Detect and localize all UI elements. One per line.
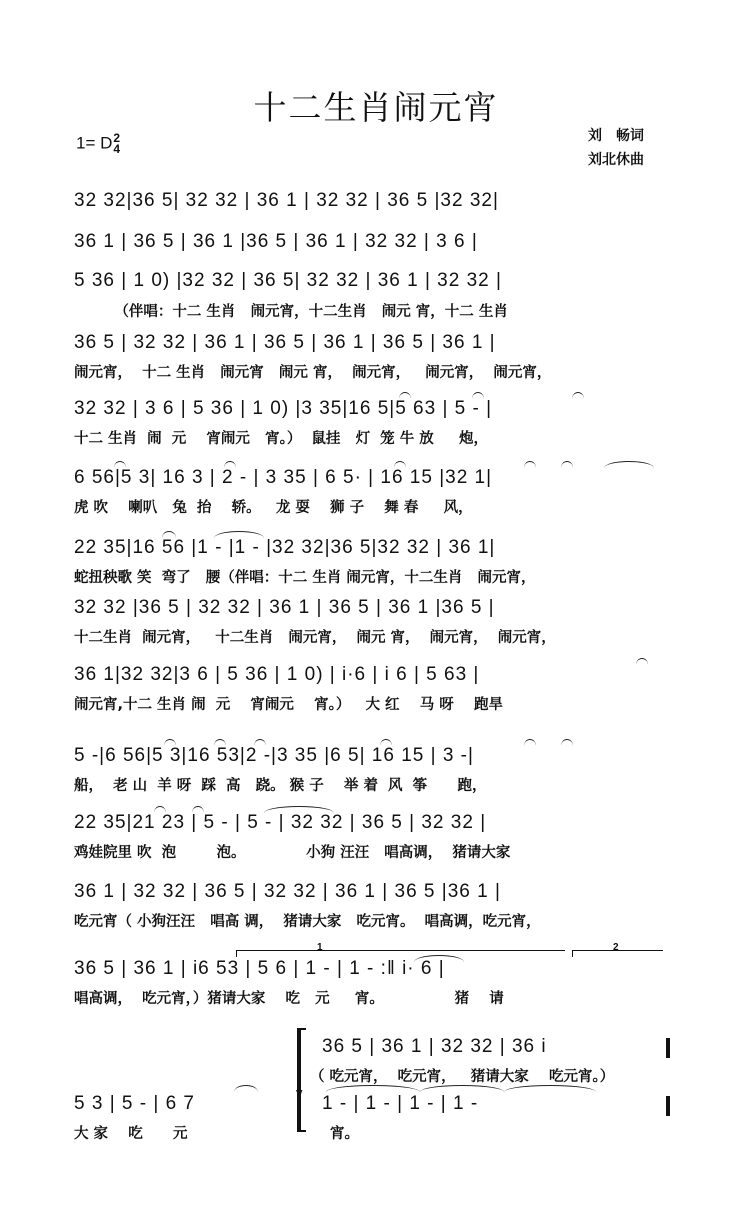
slur — [414, 955, 464, 962]
key-signature — [76, 133, 120, 155]
slur — [192, 806, 204, 813]
time-denominator: 4 — [113, 142, 121, 156]
slur — [636, 658, 648, 665]
notes: 32 32|36 5| 32 32 | 36 1 | 32 32 | 36 5 |32 32| — [74, 190, 499, 211]
slur — [572, 392, 584, 399]
score-row-4 — [74, 332, 674, 381]
notes: 6 56|5 3| 16 3 | 2 - | 3 35 | 6 5· | 16 15 |32 1| — [74, 467, 493, 488]
key-label: 1= D — [76, 133, 113, 153]
slur — [234, 1085, 258, 1092]
notes: 22 35|16 56 |1 - |1 - |32 32|36 5|32 32 | 36 1| — [74, 537, 496, 558]
lyrics: 闹元宵， 十二 生肖 闹元宵 闹元 宵， 闹元宵， 闹元宵， 闹元宵， — [74, 365, 552, 381]
slur — [326, 1085, 420, 1092]
notes: 1 - | 1 - | 1 - | 1 - — [322, 1093, 479, 1114]
lyricist: 刘 畅词 — [588, 128, 644, 144]
lyrics: 唱高调， 吃元宵，）猪请大家 吃 元 宵。 猪 请 — [74, 991, 504, 1007]
slur — [399, 392, 411, 399]
end-barline — [666, 1096, 670, 1116]
slur — [420, 1085, 504, 1092]
notes: 5 -|6 56|5 3|16 53|2 -|3 35 |6 5| 16 15 | 3 -| — [74, 745, 474, 766]
score-row-9 — [74, 664, 674, 713]
lyrics: 十二 生肖 闹 元 宵闹元 宵。） 鼠挂 灯 笼 牛 放 炮， — [74, 431, 488, 447]
score-row-6 — [74, 467, 674, 516]
slur — [254, 739, 266, 746]
slur — [604, 461, 654, 468]
score-row-1 — [74, 190, 674, 220]
notes: 36 5 | 32 32 | 36 1 | 36 5 | 36 1 | 36 5 | 36 1 | — [74, 332, 496, 353]
lyrics: 大 家 吃 元 — [74, 1126, 188, 1142]
lyrics: 闹元宵,十二 生肖 闹 元 宵闹元 宵。） 大 红 马 呀 跑旱 — [74, 697, 503, 713]
lyrics: 十二生肖 闹元宵， 十二生肖 闹元宵， 闹元 宵， 闹元宵， 闹元宵， — [74, 630, 556, 646]
volta-label: 2 — [613, 942, 619, 953]
volta-2 — [572, 942, 663, 957]
slur — [561, 739, 573, 746]
notes: 36 1|32 32|3 6 | 5 36 | 1 0) | i·6 | i 6 | 5 63 | — [74, 664, 480, 685]
lyrics: （伴唱：十二 生肖 闹元宵，十二生肖 闹元 宵，十二 生肖 — [74, 304, 508, 320]
notes: 32 32 |36 5 | 32 32 | 36 1 | 36 5 | 36 1 |36 5 | — [74, 597, 495, 618]
notes: 36 1 | 32 32 | 36 5 | 32 32 | 36 1 | 36 5 |36 1 | — [74, 881, 501, 902]
time-signature — [113, 133, 120, 155]
coda-lower — [322, 1093, 682, 1142]
volta-label: 1 — [317, 942, 323, 953]
notes: 32 32 | 3 6 | 5 36 | 1 0) |3 35|16 5|5 63 | 5 - | — [74, 398, 493, 419]
slur — [214, 739, 226, 746]
notes: 22 35|21 23 | 5 - | 5 - | 32 32 | 36 5 | 32 32 | — [74, 812, 487, 833]
notes: 36 5 | 36 1 | i6 53 | 5 6 | 1 - | 1 - :‖ i· 6 | — [74, 958, 445, 979]
notes: 5 3 | 5 - | 6 7 — [74, 1093, 195, 1114]
breath-mark: v — [296, 1085, 303, 1100]
slur — [162, 531, 176, 538]
slur — [154, 806, 166, 813]
score-row-2 — [74, 231, 674, 261]
slur — [561, 461, 573, 468]
lyrics: 宵。 — [330, 1126, 359, 1142]
lyrics: 鸡娃院里 吹 泡 泡。 小狗 汪汪 唱高调， 猪请大家 — [74, 845, 511, 861]
slur — [380, 739, 392, 746]
lyrics: 吃元宵（ 小狗汪汪 唱高 调， 猪请大家 吃元宵。 唱高调，吃元宵， — [74, 914, 541, 930]
lyrics: 船， 老 山 羊 呀 踩 高 跷。 猴 子 举 着 风 筝 跑， — [74, 778, 487, 794]
credits — [588, 124, 644, 172]
score-row-3 — [74, 270, 674, 320]
lyrics: （ 吃元宵， 吃元宵， 猪请大家 吃元宵。） — [310, 1069, 615, 1085]
score-row-5 — [74, 398, 674, 447]
slur — [214, 531, 264, 538]
slur — [394, 461, 406, 468]
slur — [504, 1085, 596, 1092]
composer: 刘北休曲 — [588, 152, 644, 168]
notes: 5 36 | 1 0) |32 32 | 36 5| 32 32 | 36 1 | 32 32 | — [74, 270, 502, 291]
score-row-8 — [74, 597, 674, 646]
slur — [224, 461, 236, 468]
system-brace — [297, 1028, 306, 1132]
song-title: 十二生肖闹元宵 — [253, 88, 499, 127]
slur — [164, 739, 176, 746]
score-row-12 — [74, 881, 674, 930]
slur — [524, 739, 536, 746]
time-numerator: 2 — [113, 131, 121, 145]
notes: 36 1 | 36 5 | 36 1 |36 5 | 36 1 | 32 32 | 3 6 | — [74, 231, 478, 252]
coda-upper — [310, 1036, 682, 1085]
slur — [524, 461, 536, 468]
score-row-7 — [74, 537, 674, 586]
slur — [472, 392, 484, 399]
slur — [264, 806, 334, 813]
volta-1 — [236, 942, 565, 957]
slur — [114, 461, 126, 468]
end-barline — [666, 1038, 670, 1058]
lyrics: 虎 吹 喇叭 兔 抬 轿。 龙 耍 狮 子 舞 春 风， — [74, 500, 473, 516]
score-row-10 — [74, 745, 674, 794]
score-row-13 — [74, 942, 674, 1007]
score-row-11 — [74, 812, 674, 861]
notes: 36 5 | 36 1 | 32 32 | 36 i — [322, 1036, 547, 1057]
lyrics: 蛇扭秧歌 笑 弯了 腰（伴唱：十二 生肖 闹元宵，十二生肖 闹元宵， — [74, 570, 536, 586]
